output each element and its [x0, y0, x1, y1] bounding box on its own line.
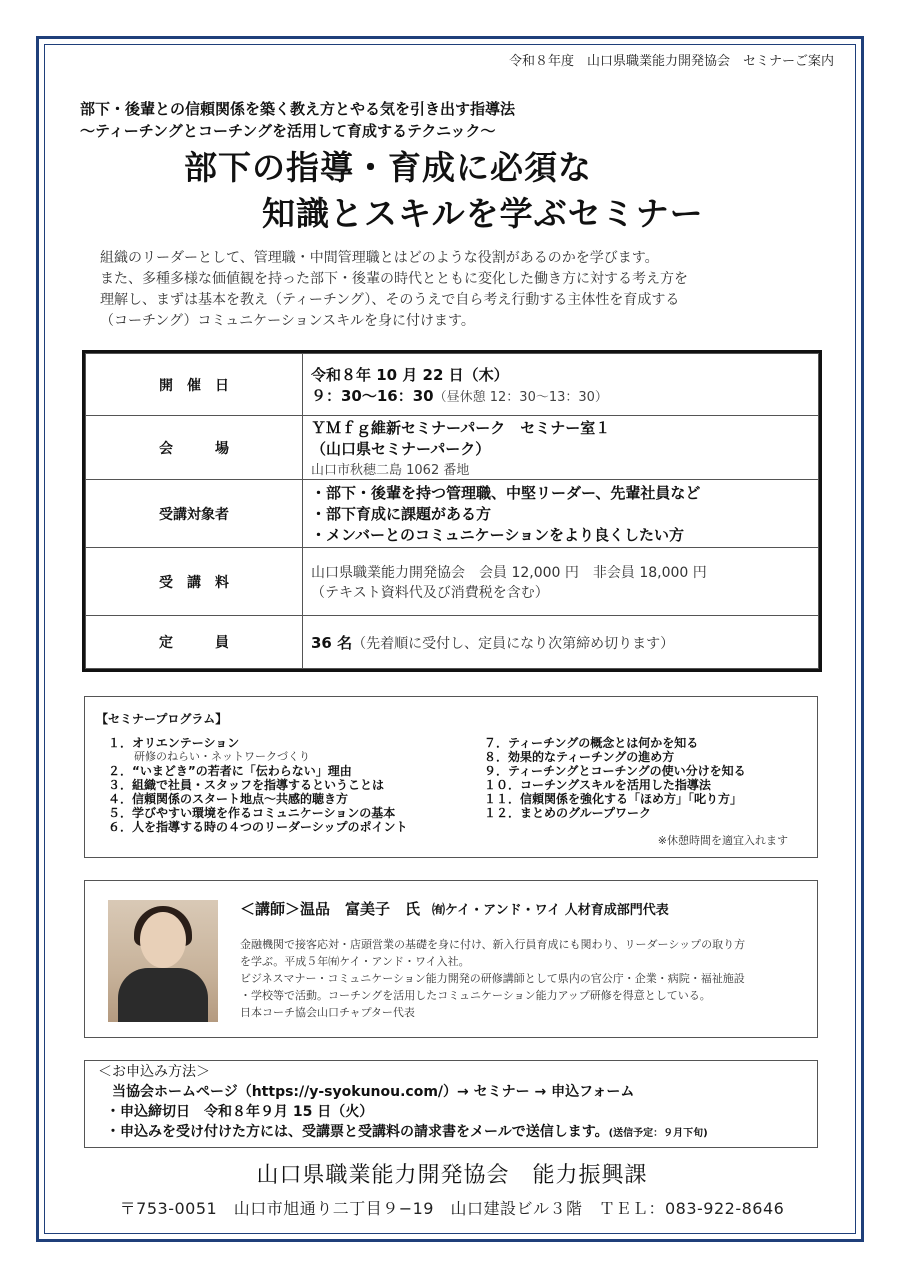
- venue-address: 山口市秋穂二島 1062 番地: [311, 463, 470, 478]
- program-item: ４．信頼関係のスタート地点～共感的聴き方: [108, 792, 349, 806]
- program-item: １２．まとめのグループワーク: [484, 806, 652, 820]
- instructor-bio: [240, 936, 810, 1021]
- capacity-note: （先着順に受付し、定員になり次第締め切ります）: [352, 635, 675, 652]
- table-row-target: [86, 480, 819, 548]
- venue-label: 会 場: [86, 416, 303, 480]
- capacity-label: 定 員: [86, 616, 303, 669]
- program-list-right: [484, 736, 746, 820]
- footer-organization: 山口県職業能力開発協会 能力振興課: [256, 1163, 648, 1188]
- time-value: ９：30～16：30: [311, 386, 434, 405]
- details-table: [82, 350, 822, 672]
- program-item: １１．信頼関係を強化する「ほめ方」「叱り方」: [484, 792, 743, 806]
- application-info: [98, 1062, 708, 1144]
- instructor-name: ＜講師＞温品 富美子 氏: [240, 900, 421, 918]
- instructor-org: ㈲ケイ・アンド・ワイ 人材育成部門代表: [432, 903, 669, 918]
- intro-line: 組織のリーダーとして、管理職・中間管理職とはどのような役割があるのかを学びます。: [100, 250, 659, 266]
- target-label: 受講対象者: [86, 480, 303, 548]
- main-title-line-1: 部下の指導・育成に必須な: [184, 148, 592, 187]
- venue-alt-name: （山口県セミナーパーク）: [311, 440, 491, 458]
- program-title: 【セミナープログラム】: [96, 712, 228, 726]
- intro-line: また、多種多様な価値観を持った部下・後輩の時代とともに変化した働き方に対する考え方を: [100, 271, 688, 287]
- target-item: ・部下・後輩を持つ管理職、中堅リーダー、先輩社員など: [311, 484, 701, 502]
- program-note: ※休憩時間を適宜入れます: [657, 834, 788, 847]
- application-method: 当協会ホームページ（https://y-syokunou.com/）→ セミナー → 申込フォーム: [112, 1084, 635, 1100]
- intro-line: 理解し、まずは基本を教え（ティーチング）、そのうえで自ら考え行動する主体性を育成する: [100, 292, 680, 308]
- instructor-photo: [108, 900, 218, 1022]
- application-notice: ・申込みを受け付けた方には、受講票と受講料の請求書をメールで送信します。: [106, 1124, 609, 1140]
- fee-amounts: 山口県職業能力開発協会 会員 12,000 円 非会員 18,000 円: [311, 564, 707, 581]
- fee-cell: [303, 548, 819, 616]
- program-item: ２．“いまどき”の若者に「伝わらない」理由: [108, 764, 352, 778]
- program-item: ５．学びやすい環境を作るコミュニケーションの基本: [108, 806, 396, 820]
- target-item: ・メンバーとのコミュニケーションをより良くしたい方: [311, 526, 685, 544]
- capacity-number: 36 名: [311, 633, 353, 652]
- fee-label: 受 講 料: [86, 548, 303, 616]
- capacity-cell: [303, 616, 819, 669]
- program-item: ３．組織で社員・スタッフを指導するということは: [108, 778, 385, 792]
- fee-note: （テキスト資料代及び消費税を含む）: [311, 584, 549, 601]
- bio-line: を学ぶ。平成５年㈲ケイ・アンド・ワイ入社。: [240, 955, 470, 968]
- venue-name: ＹＭｆｇ維新セミナーパーク セミナー室１: [311, 419, 611, 437]
- intro-paragraph: [100, 248, 820, 332]
- table-row-date: [86, 354, 819, 416]
- program-item: ７．ティーチングの概念とは何かを知る: [484, 736, 699, 750]
- venue-cell: [303, 416, 819, 480]
- bio-line: ・学校等で活動。コーチングを活用したコミュニケーション能力アップ研修を得意としている。: [240, 989, 711, 1002]
- program-item: １０．コーチングスキルを活用した指導法: [484, 778, 711, 792]
- application-notice-schedule: (送信予定：９月下旬): [608, 1128, 708, 1139]
- bio-line: 金融機関で接客応対・店頭営業の基礎を身に付け、新入行員育成にも関わり、リーダーシップの取り方: [240, 938, 746, 951]
- target-cell: [303, 480, 819, 548]
- program-item-subnote: 研修のねらい・ネットワークづくり: [134, 750, 310, 763]
- application-title: ＜お申込み方法＞: [98, 1064, 210, 1080]
- target-item: ・部下育成に課題がある方: [311, 505, 492, 523]
- bio-line: ビジネスマナー・コミュニケーション能力開発の研修講師として県内の官公庁・企業・病院・福祉施設: [240, 972, 745, 985]
- program-item: ６．人を指導する時の４つのリーダーシップのポイント: [108, 820, 408, 834]
- time-break: （昼休憩 12：30～13：30）: [433, 389, 608, 405]
- subtitle-1: 部下・後輩との信頼関係を築く教え方とやる気を引き出す指導法: [80, 100, 516, 118]
- table-row-capacity: [86, 616, 819, 669]
- date-label: 開 催 日: [86, 354, 303, 416]
- table-row-fee: [86, 548, 819, 616]
- date-cell: [303, 354, 819, 416]
- program-list-left: [108, 736, 408, 834]
- bio-line: 日本コーチ協会山口チャプター代表: [240, 1006, 415, 1019]
- program-item: ８．効果的なティーチングの進め方: [484, 750, 675, 764]
- date-value: 令和８年 10 月 22 日（木）: [311, 365, 509, 384]
- header-line: 令和８年度 山口県職業能力開発協会 セミナーご案内: [508, 54, 834, 69]
- table-row-venue: [86, 416, 819, 480]
- application-deadline: ・申込締切日 令和８年９月 15 日（火）: [106, 1104, 374, 1120]
- intro-line: （コーチング）コミュニケーションスキルを身に付けます。: [100, 313, 475, 329]
- program-item: １．オリエンテーション: [108, 736, 240, 750]
- program-item: ９．ティーチングとコーチングの使い分けを知る: [484, 764, 746, 778]
- subtitle-2: ～ティーチングとコーチングを活用して育成するテクニック～: [80, 122, 496, 140]
- main-title-line-2: 知識とスキルを学ぶセミナー: [262, 194, 704, 233]
- instructor-heading: [240, 898, 669, 919]
- footer-address: 〒753-0051 山口市旭通り二丁目９−19 山口建設ビル３階 ＴＥＬ：083-922-8646: [119, 1199, 785, 1218]
